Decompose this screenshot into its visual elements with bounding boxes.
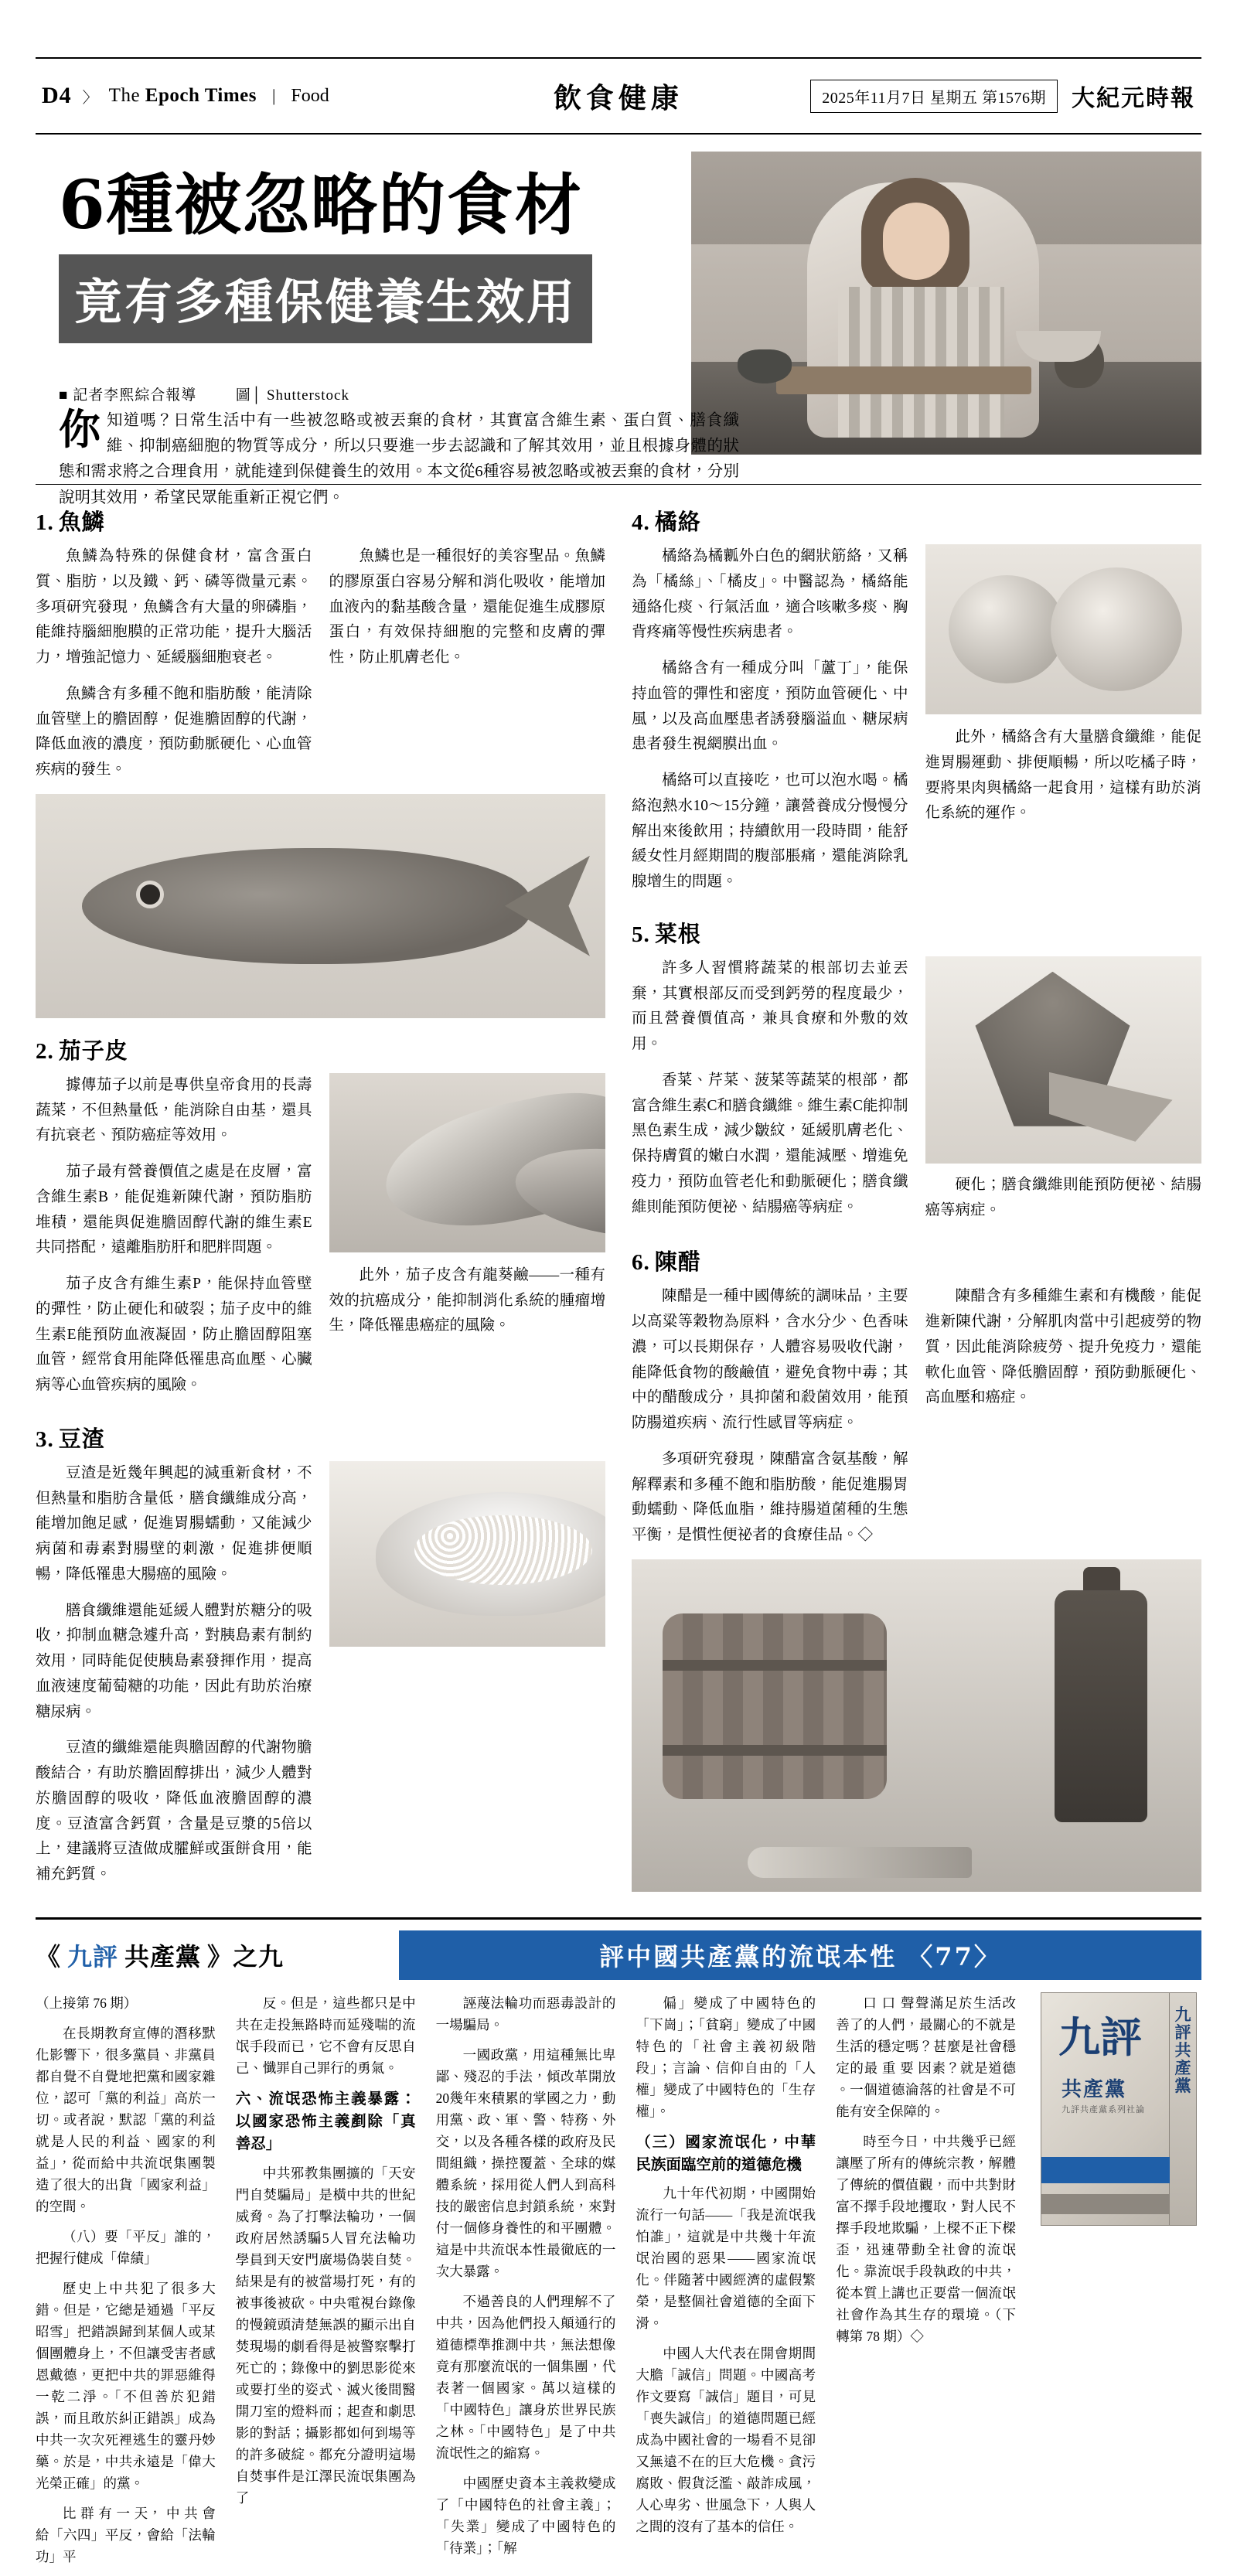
hero-title bbox=[59, 166, 755, 343]
paragraph: 橘絡為橘瓤外白色的網狀筋絡，又稱為「橘絲」、「橘皮」。中醫認為，橘絡能通絡化痰、行氣活血，適合咳嗽多痰、胸背疼痛等慢性疾病患者。 bbox=[632, 548, 908, 641]
article-number: 3. bbox=[36, 1426, 54, 1452]
article-grid bbox=[36, 505, 1201, 1899]
fish-photo bbox=[36, 794, 605, 1018]
lede-text: 知道嗎？日常生活中有一些被忽略或被丟棄的食材，其實富含維生素、蛋白質、膳食纖維、抑制癌細胞的物質等成分，所以只要進一步去認識和了解其效用，並且根據身體的狀態和需求將之合理食用，就能達到保健養生的效用。本文從6種容易被忽略或被丟棄的食材，分別說明其效用，希望民眾能重新正視它們。 bbox=[59, 412, 739, 506]
masthead-left bbox=[36, 83, 329, 109]
article-title: 茄子皮 bbox=[58, 1037, 128, 1064]
paragraph: 誣蔑法輪功而惡毒設計的一場騙局。 bbox=[435, 1995, 616, 2033]
article-title: 豆渣 bbox=[58, 1425, 105, 1452]
paragraph: 陳醋是一種中國傳統的調味品，主要以高粱等穀物為原料，含水分少、色香味濃，可以長期保存，人體容易吸收代謝，能降低食物的酸鹼值，避免食物中毒；其中的醋酸成分，具抑菌和殺菌效用，能預防腸道疾病、流行性感冒等病症。 bbox=[632, 1288, 908, 1431]
hero-photo-apron bbox=[838, 287, 1004, 438]
paragraph: 中共邪教集團擴的「天安門自焚騙局」是橫中共的世紀威脅。為了打擊法輪功，一個政府居然誘騙5人冒充法輪功學員到天安門廣場偽裝自焚。結果是有的被當場打死，有的被事後被砍。中央電視台錄像的慢鏡頭清楚無誤的顯示出自焚現場的劇看得是被警察擊打死亡的；錄像中的劉思影從來或要打坐的姿式、滅火後間醫開刀室的燈料而；起查和劇思影的對話；攝影都如何到場等的許多破綻。都充分證明這場自焚事件是江澤民流氓集團為了 bbox=[235, 2165, 416, 2506]
text-col-a bbox=[36, 544, 312, 794]
commentary-column-1 bbox=[36, 1992, 216, 2576]
vinegar-photo bbox=[632, 1559, 1201, 1892]
byline-photo-label: 圖│ bbox=[235, 387, 263, 404]
headline-primary: 6種被忽略的食材 bbox=[59, 166, 583, 244]
section-name-zh: 飲食健康 bbox=[553, 81, 684, 114]
commentary-column-2 bbox=[236, 1992, 416, 2576]
paragraph: 此外，茄子皮含有龍葵鹼——一種有效的抗癌成分，能抑制消化系統的腫瘤增生，降低罹患癌症的風險。 bbox=[329, 1266, 605, 1334]
paragraph: 一國政黨，用這種無比卑鄙、殘忍的手法，傾改革開放20幾年來積累的掌國之力，動用黨、政、軍、警、特務、外交，以及各種各樣的政府及民間組織，操控覆蓋、全球的媒體系統，採用從人們人到高科技的嚴密信息封鎖系統，來對付一個修身養性的和平團體。這是中共流氓本性最徹底的一次大暴露。 bbox=[435, 2046, 616, 2279]
commentary-subheading: 六、流氓恐怖主義暴露：以國家恐怖主義剷除「真善忍」 bbox=[235, 2090, 416, 2153]
paragraph: 陳醋含有多種維生素和有機酸，能促進新陳代謝，分解肌肉當中引起疲勞的物質，因此能消除疲勞、提升免疫力，還能軟化血管、降低膽固醇，預防動脈硬化、高血壓和癌症。 bbox=[925, 1288, 1201, 1406]
book-cover-wrap bbox=[1036, 1992, 1201, 2576]
commentary-column-3 bbox=[436, 1992, 616, 2576]
barrel-hoop-top bbox=[663, 1660, 887, 1671]
article-text-columns bbox=[632, 956, 1201, 1235]
article-aged-vinegar bbox=[632, 1245, 1201, 1892]
article-text-columns bbox=[632, 1284, 1201, 1559]
book-title-small: 九評共產黨系列社論 bbox=[1061, 2104, 1145, 2114]
article-heading bbox=[632, 917, 1201, 949]
paragraph: 許多人習慣將蔬菜的根部切去並丟棄，其實根部反而受到鈣勞的程度最少，而且營養價值高，兼具食療和外敷的效用。 bbox=[632, 959, 908, 1052]
paragraph: 反。但是，這些都只是中共在走投無路時而延殘喘的流氓手段而已，它不會有反思自己、懺罪自己罪行的勇氣。 bbox=[235, 1995, 416, 2076]
okara-crumb-texture bbox=[414, 1515, 592, 1585]
masthead-right bbox=[810, 79, 1195, 113]
paragraph: 橘絡可以直接吃，也可以泡水喝。橘絡泡熱水10～15分鐘，讓營養成分慢慢分解出來後飲用；持續飲用一段時間，能舒緩女性月經期間的腹部脹痛，還能消除乳腺增生的問題。 bbox=[632, 772, 908, 890]
byline-spacer bbox=[201, 387, 231, 404]
hero-photo bbox=[691, 152, 1201, 455]
paragraph: 時至今日，中共幾乎已經讓壓了所有的傳統宗教，解體了傳統的價值觀，而中共對財富不擇手段地攫取，對人民不擇手段地欺騙，上樑不正下樑歪，迅速帶動全社會的流氓化。靠流氓手段執政的中共，從本質上講也正要當一個流氓社會作為其生存的環境。（下轉第 78 期）◇ bbox=[836, 2133, 1016, 2344]
article-vegetable-root bbox=[632, 917, 1201, 1235]
title-part-nine: 》之九 bbox=[207, 1941, 285, 1971]
headline-secondary: 竟有多種保健養生效用 bbox=[59, 254, 592, 343]
continued-from-note: （上接第 76 期） bbox=[36, 1995, 138, 2011]
article-text-columns bbox=[36, 1073, 605, 1409]
masthead-divider: | bbox=[272, 86, 276, 105]
paragraph: 豆渣是近幾年興起的減重新食材，不但熱量和脂肪含量低，膳食纖維成分高，能增加飽足感，促進胃腸蠕動，又能減少病菌和毒素對腸壁的刺激，促進排便順暢，降低罹患大腸癌的風險。 bbox=[36, 1464, 312, 1583]
article-text-columns bbox=[36, 544, 605, 794]
article-number: 2. bbox=[36, 1038, 54, 1064]
paragraph: 中國人大代表在開會期間大膽「誠信」問題。中國高考作文要寫「誠信」題目，可見「喪失誠信」的道德問題已經成為中國社會的一場看不見卻又無遠不在的巨大危機。貪污腐敗、假貨泛濫、敲詐成風，人心卑劣、世風急下，人與人之間的沒有了基本的信任。 bbox=[636, 2346, 816, 2535]
commentary-column-4 bbox=[636, 1992, 816, 2576]
paragraph: 據傳茄子以前是專供皇帝食用的長壽蔬菜，不但熱量低，能消除自由基，還具有抗衰老、預防癌症等效用。 bbox=[36, 1076, 312, 1144]
article-eggplant-skin bbox=[36, 1034, 605, 1409]
paragraph: 魚鱗為特殊的保健食材，富含蛋白質、脂肪，以及鐵、鈣、磷等微量元素。多項研究發現，魚鱗含有大量的卵磷脂，能維持腦細胞膜的正常功能，提升大腦活力，增強記憶力、延緩腦細胞衰老。 bbox=[36, 548, 312, 666]
text-col-b bbox=[329, 1461, 606, 1899]
barrel-hoop-bottom bbox=[663, 1745, 887, 1756]
paragraph: 香菜、芹菜、菠菜等蔬菜的根部，都富含維生素C和膳食纖維。維生素C能抑制黑色素生成，減少皺紋，延緩肌膚老化、保持膚質的嫩白水潤，還能減壓、增進免疫力，預防血管老化和動脈硬化；膳食纖維則能預防便祕、結腸癌等病症。 bbox=[632, 1072, 908, 1215]
paragraph: 膳食纖維還能延緩人體對於糖分的吸收，抑制血糖急遽升高，對胰島素有制約效用，同時能促使胰島素發揮作用，提高血液速度葡萄糖的功能，因此有助於治療糖尿病。 bbox=[36, 1602, 312, 1720]
hero-section bbox=[36, 152, 1201, 506]
nine-commentaries-title-left bbox=[36, 1930, 399, 1980]
title-communist-party: 共產黨 bbox=[124, 1941, 202, 1971]
article-okara bbox=[36, 1422, 605, 1899]
paragraph: 多項研究發現，陳醋富含氨基酸，解解釋素和多種不飽和脂肪酸，能促進腸胃動蠕動、降低血脂，維持腸道菌種的生態平衡，是慣性便祕者的食療佳品。◇ bbox=[632, 1450, 908, 1543]
paper-name-epoch: Epoch bbox=[145, 85, 205, 106]
vegetable-root-photo bbox=[925, 956, 1202, 1164]
nine-commentaries-header bbox=[36, 1930, 1201, 1980]
issue-date: 2025年11月7日 星期五 第1576期 bbox=[810, 80, 1058, 113]
article-title: 魚鱗 bbox=[58, 509, 105, 535]
paragraph: 九十年代初期，中國開始流行一句話——「我是流氓我怕誰」，這就是中共幾十年流氓治國的惡果——國家流氓化。伴隨著中國經濟的虛假繁榮，是整個社會道德的全面下滑。 bbox=[636, 2186, 816, 2332]
vinegar-spoon-shape bbox=[748, 1847, 972, 1878]
paragraph: 比 群 有 一 天， 中 共 會 給「六四」平反，會給「法輪功」平 bbox=[36, 2505, 216, 2564]
article-heading bbox=[36, 1422, 605, 1453]
paragraph: 偏」變成了中國特色的「下崗」；「貧窮」變成了中國特色的「社會主義初級階段」；言論、信仰自由的「人權」變成了中國特色的「生存權」。 bbox=[636, 1995, 816, 2119]
page-folio: D4 bbox=[42, 83, 72, 108]
banner-part-number: 〈77〉 bbox=[908, 1941, 1001, 1971]
book-spine-title: 九評共產黨 bbox=[1174, 2004, 1191, 2096]
masthead bbox=[36, 57, 1201, 135]
fish-eye-shape bbox=[136, 881, 164, 908]
byline-reporter: ■ 記者李熙綜合報導 bbox=[59, 387, 197, 404]
fish-tail-shape bbox=[505, 856, 590, 956]
article-heading bbox=[36, 1034, 605, 1065]
hero-photo-vegetable-left bbox=[738, 349, 792, 383]
okara-photo bbox=[329, 1461, 606, 1647]
article-heading bbox=[632, 1245, 1201, 1276]
hero-photo-cutting-board bbox=[776, 366, 1031, 394]
hero-photo-face bbox=[883, 203, 949, 280]
paragraph: 中國歷史資本主義救變成了「中國特色的社會主義」；「失業」變成了中國特色的「待業」；「解 bbox=[435, 2475, 616, 2556]
vinegar-bottle-shape bbox=[1055, 1590, 1147, 1822]
title-bracket-open: 《 bbox=[36, 1941, 62, 1971]
paragraph: 豆渣的纖維還能與膽固醇的代謝物膽酸結合，有助於膽固醇排出，減少人體對於膽固醇的吸收，降低血液膽固醇的濃度。豆渣富含鈣質，含量是豆漿的5倍以上，建議將豆渣做成臛鮮或蛋餅食用，能補充鈣質。 bbox=[36, 1739, 312, 1883]
orange-shape-3 bbox=[1051, 567, 1182, 691]
newspaper-page bbox=[0, 57, 1237, 2564]
title-jiuping: 九評 bbox=[67, 1941, 119, 1971]
paragraph: 橘絡含有一種成分叫「蘆丁」，能保持血管的彈性和密度，預防血管硬化、中風，以及高血壓患者誘發腦溢血、糖尿病患者發生視網膜出血。 bbox=[632, 660, 908, 753]
publication-logo: 大紀元時報 bbox=[1072, 85, 1195, 112]
paragraph: 口 口 聲聲滿足於生活改善了的人們，最關心的不就是生活的穩定嗎？甚麼是社會穩定的最 重 要 因素？就是道德 。一個道德淪落的社會是不可能有安全保障的。 bbox=[836, 1995, 1016, 2119]
text-col-a bbox=[36, 1073, 312, 1409]
paragraph: （八）要「平反」誰的，把握行健成「偉績」 bbox=[36, 2228, 216, 2266]
orange-shape-1 bbox=[949, 575, 1065, 683]
article-number: 6. bbox=[632, 1250, 650, 1276]
article-title: 陳醋 bbox=[654, 1249, 701, 1276]
article-number: 5. bbox=[632, 922, 650, 947]
paragraph: 不過善良的人們理解不了中共，因為他們投入顛通行的道德標準推測中共，無法想像竟有那麼流氓的一個集團，代表著一個國家。萬以這樣的「中國特色」讓身於世界民族之林。「中國特色」是了中共流氓性之的縮寫。 bbox=[435, 2293, 616, 2461]
commentary-subheading: （三）國家流氓化，中華民族面臨空前的道德危機 bbox=[636, 2134, 816, 2173]
text-col-a bbox=[632, 1284, 908, 1559]
paragraph: 此外，橘絡含有大量膳食纖維，能促進胃腸運動、排便順暢，所以吃橘子時，要將果肉與橘絡一起食用，這樣有助於消化系統的運作。 bbox=[925, 729, 1201, 822]
article-number: 1. bbox=[36, 510, 54, 535]
book-cover-image bbox=[1041, 1992, 1197, 2226]
paragraph: 茄子皮含有維生素P，能保持血管壁的彈性，防止硬化和破裂；茄子皮中的維生素E能預防血液凝固，防止膽固醇阻塞血管，經常食用能降低罹患高血壓、心臟病等心血管疾病的風險。 bbox=[36, 1276, 312, 1393]
vinegar-barrel-shape bbox=[663, 1613, 887, 1799]
article-title: 橘絡 bbox=[654, 509, 701, 535]
column-right bbox=[632, 505, 1201, 1899]
article-text-columns bbox=[632, 544, 1201, 906]
byline bbox=[59, 383, 349, 404]
article-fish-scales bbox=[36, 505, 605, 1018]
paragraph: 歷史上中共犯了很多大錯。但是，它總是通過「平反昭雪」把錯誤歸到某個人或某個團體身上，不但讓受害者感恩戴德，更把中共的罪惡維得一乾二淨。「不但善於犯錯誤，而且敢於糾正錯誤」成為中共一次次死裡逃生的靈丹妙藥。於是，中共永遠是「偉大光榮正確」的黨。 bbox=[36, 2280, 216, 2491]
chevron-right-icon: 〉 bbox=[82, 89, 98, 107]
article-text-columns bbox=[36, 1461, 605, 1899]
orange-photo bbox=[925, 544, 1202, 714]
column-left bbox=[36, 505, 605, 1899]
text-col-b bbox=[329, 1073, 606, 1409]
commentary-column-5 bbox=[836, 1992, 1016, 2576]
paragraph: 魚鱗含有多種不飽和脂肪酸，能清除血管壁上的膽固醇，促進膽固醇的代謝，降低血液的濃度，預防動脈硬化、心血管疾病的發生。 bbox=[36, 685, 312, 778]
book-title-main: 九評 bbox=[1058, 2012, 1142, 2062]
book-cover-band bbox=[1041, 2157, 1170, 2183]
paragraph: 茄子最有營養價值之處是在皮層，富含維生素B，能促進新陳代謝，預防脂肪堆積，還能與促進膽固醇代謝的維生素E共同搭配，遠離脂肪肝和肥胖問題。 bbox=[36, 1164, 312, 1256]
paragraph: 在長期教育宣傳的潛移默化影響下，很多黨員、非黨員都自覺不自覺地把黨和國家雜位，認可「黨的利益」高於一切。或者說，默認「黨的利益就是人民的利益、國家的利益」，從而給中共流氓集團製造了很大的出貨「國家利益」的空間。 bbox=[36, 2025, 216, 2214]
nine-commentaries-columns bbox=[36, 1992, 1201, 2576]
lede-dropcap: 你 bbox=[59, 404, 101, 454]
article-number: 4. bbox=[632, 510, 650, 535]
paper-name-times: Times bbox=[204, 85, 257, 106]
article-citrus-pith bbox=[632, 505, 1201, 906]
paper-name bbox=[109, 85, 257, 107]
lede-paragraph bbox=[59, 404, 739, 511]
text-col-a bbox=[36, 1461, 312, 1899]
eggplant-photo bbox=[329, 1073, 606, 1252]
text-col-a bbox=[632, 956, 908, 1235]
text-col-a bbox=[632, 544, 908, 906]
nine-commentaries-section bbox=[36, 1917, 1201, 2576]
paper-name-the: The bbox=[108, 85, 145, 106]
book-title-sub: 共產黨 bbox=[1061, 2077, 1126, 2101]
book-cover-band-secondary bbox=[1041, 2194, 1170, 2214]
paragraph-caption: 硬化；膳食纖維則能預防便祕、結腸癌等病症。 bbox=[925, 1176, 1201, 1218]
banner-title: 評中國共產黨的流氓本性 bbox=[599, 1941, 898, 1971]
byline-photo-credit: Shutterstock bbox=[266, 387, 349, 404]
section-name-en: Food bbox=[291, 85, 329, 106]
text-col-b bbox=[925, 956, 1202, 1235]
text-col-b bbox=[925, 544, 1202, 906]
root-stem-shape bbox=[1049, 1072, 1173, 1142]
article-title: 菜根 bbox=[654, 920, 701, 947]
text-col-b bbox=[329, 544, 606, 794]
nine-commentaries-banner bbox=[399, 1930, 1201, 1980]
paragraph: 魚鱗也是一種很好的美容聖品。魚鱗的膠原蛋白容易分解和消化吸收，能增加血液內的黏基酸含量，還能促進生成膠原蛋白，有效保持細胞的完整和皮膚的彈性，防止肌膚老化。 bbox=[329, 548, 605, 666]
text-col-b bbox=[925, 1284, 1202, 1559]
